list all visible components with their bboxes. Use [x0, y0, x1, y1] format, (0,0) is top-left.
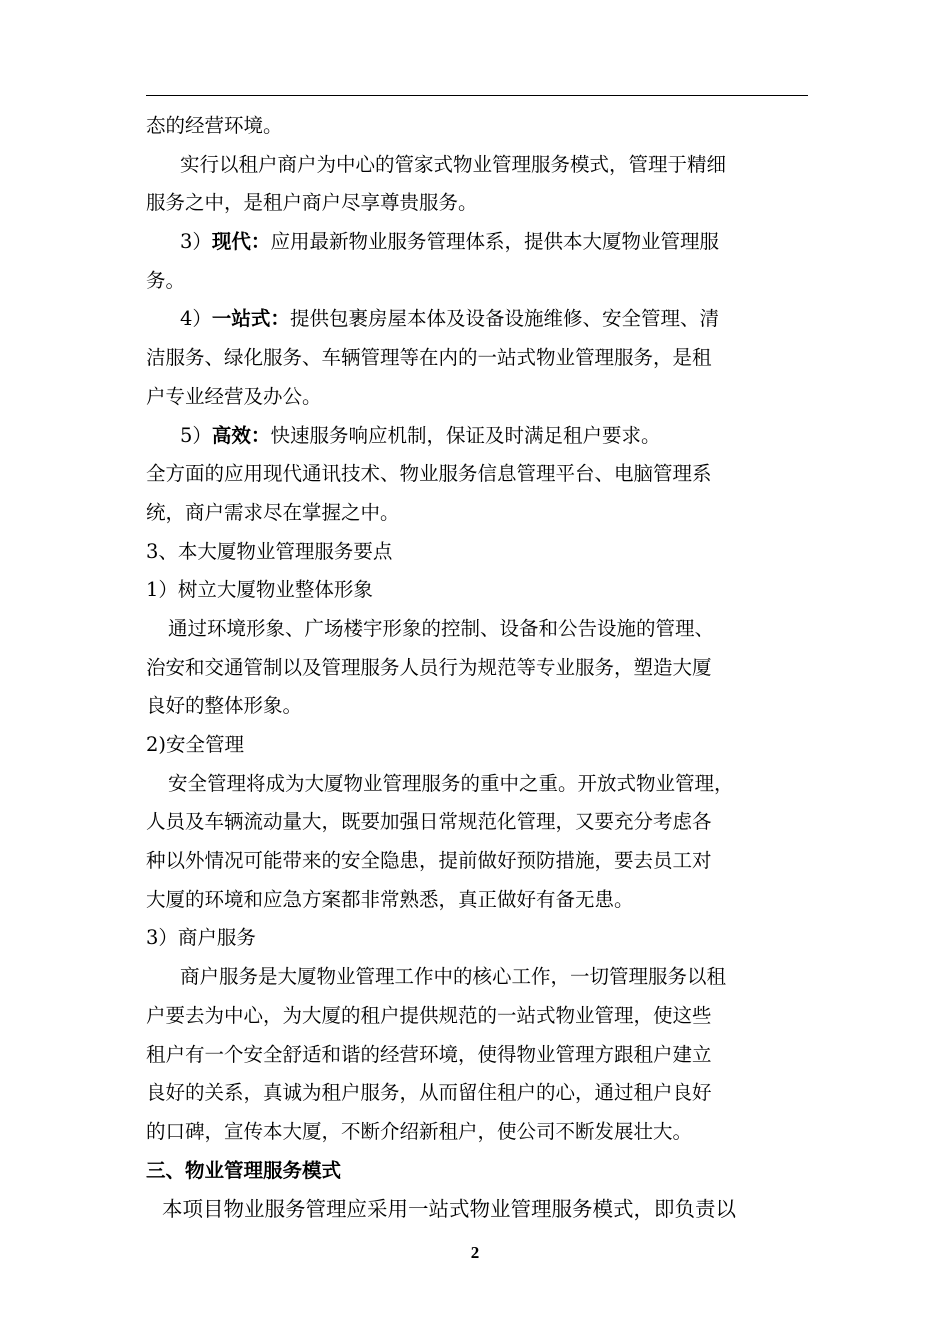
paragraph-line: 全方面的应用现代通讯技术、物业服务信息管理平台、电脑管理系 [146, 462, 712, 486]
paragraph-line: 大厦的环境和应急方案都非常熟悉，真正做好有备无患。 [146, 887, 634, 911]
paragraph-line: 种以外情况可能带来的安全隐患，提前做好预防措施，要去员工对 [146, 849, 712, 873]
page-number: 2 [470, 1243, 480, 1262]
list-item-heading: 高效： [211, 423, 271, 447]
subsection-heading: 1）树立大厦物业整体形象 [146, 578, 373, 602]
paragraph-line: 的口碑，宣传本大厦，不断介绍新租户，使公司不断发展壮大。 [146, 1119, 693, 1143]
list-item-one-stop [146, 300, 814, 339]
list-item-modern [146, 223, 814, 262]
document-body [146, 107, 814, 1229]
paragraph-line: 商户服务是大厦物业管理工作中的核心工作，一切管理服务以租 [180, 965, 727, 989]
section-heading: 3、本大厦物业管理服务要点 [146, 539, 393, 563]
paragraph-line: 统，商户需求尽在掌握之中。 [146, 500, 400, 524]
paragraph-line: 良好的整体形象。 [146, 694, 303, 718]
paragraph-line: 通过环境形象、广场楼宇形象的控制、设备和公告设施的管理、 [168, 616, 715, 640]
paragraph-line: 户要去为中心，为大厦的租户提供规范的一站式物业管理，使这些 [146, 1003, 712, 1027]
paragraph-line: 户专业经营及办公。 [146, 384, 322, 408]
paragraph-line: 人员及车辆流动量大，既要加强日常规范化管理，又要充分考虑各 [146, 810, 712, 834]
list-item-heading: 现代： [211, 230, 271, 254]
list-number: 5） [180, 423, 212, 447]
paragraph-line: 治安和交通管制以及管理服务人员行为规范等专业服务，塑造大厦 [146, 655, 712, 679]
list-item-text: 提供包裹房屋本体及设备设施维修、安全管理、清 [289, 307, 719, 331]
paragraph-line: 良好的关系，真诚为租户服务，从而留住租户的心，通过租户良好 [146, 1081, 712, 1105]
paragraph-line: 洁服务、绿化服务、车辆管理等在内的一站式物业管理服务，是租 [146, 346, 712, 370]
subsection-heading: 3）商户服务 [146, 926, 256, 950]
paragraph-line: 租户有一个安全舒适和谐的经营环境，使得物业管理方跟租户建立 [146, 1042, 712, 1066]
list-item-efficient [146, 417, 814, 456]
list-item-heading: 一站式： [211, 307, 290, 331]
list-item-text: 应用最新物业服务管理体系，提供本大厦物业管理服 [270, 230, 719, 254]
chapter-heading: 三、物业管理服务模式 [146, 1158, 342, 1182]
list-item-text: 快速服务响应机制，保证及时满足租户要求。 [270, 423, 661, 447]
paragraph-line: 服务之中，是租户商户尽享尊贵服务。 [146, 191, 478, 215]
paragraph-line: 安全管理将成为大厦物业管理服务的重中之重。开放式物业管理， [168, 771, 734, 795]
list-number: 4） [180, 307, 212, 331]
paragraph-line: 实行以租户商户为中心的管家式物业管理服务模式，管理于精细 [180, 152, 727, 176]
paragraph-line: 本项目物业服务管理应采用一站式物业管理服务模式，即负责以 [162, 1197, 736, 1222]
list-number: 3） [180, 230, 212, 254]
header-rule [146, 95, 808, 96]
subsection-heading: 2)安全管理 [146, 733, 245, 756]
paragraph-line: 态的经营环境。 [146, 114, 283, 137]
paragraph-line: 务。 [146, 268, 186, 292]
